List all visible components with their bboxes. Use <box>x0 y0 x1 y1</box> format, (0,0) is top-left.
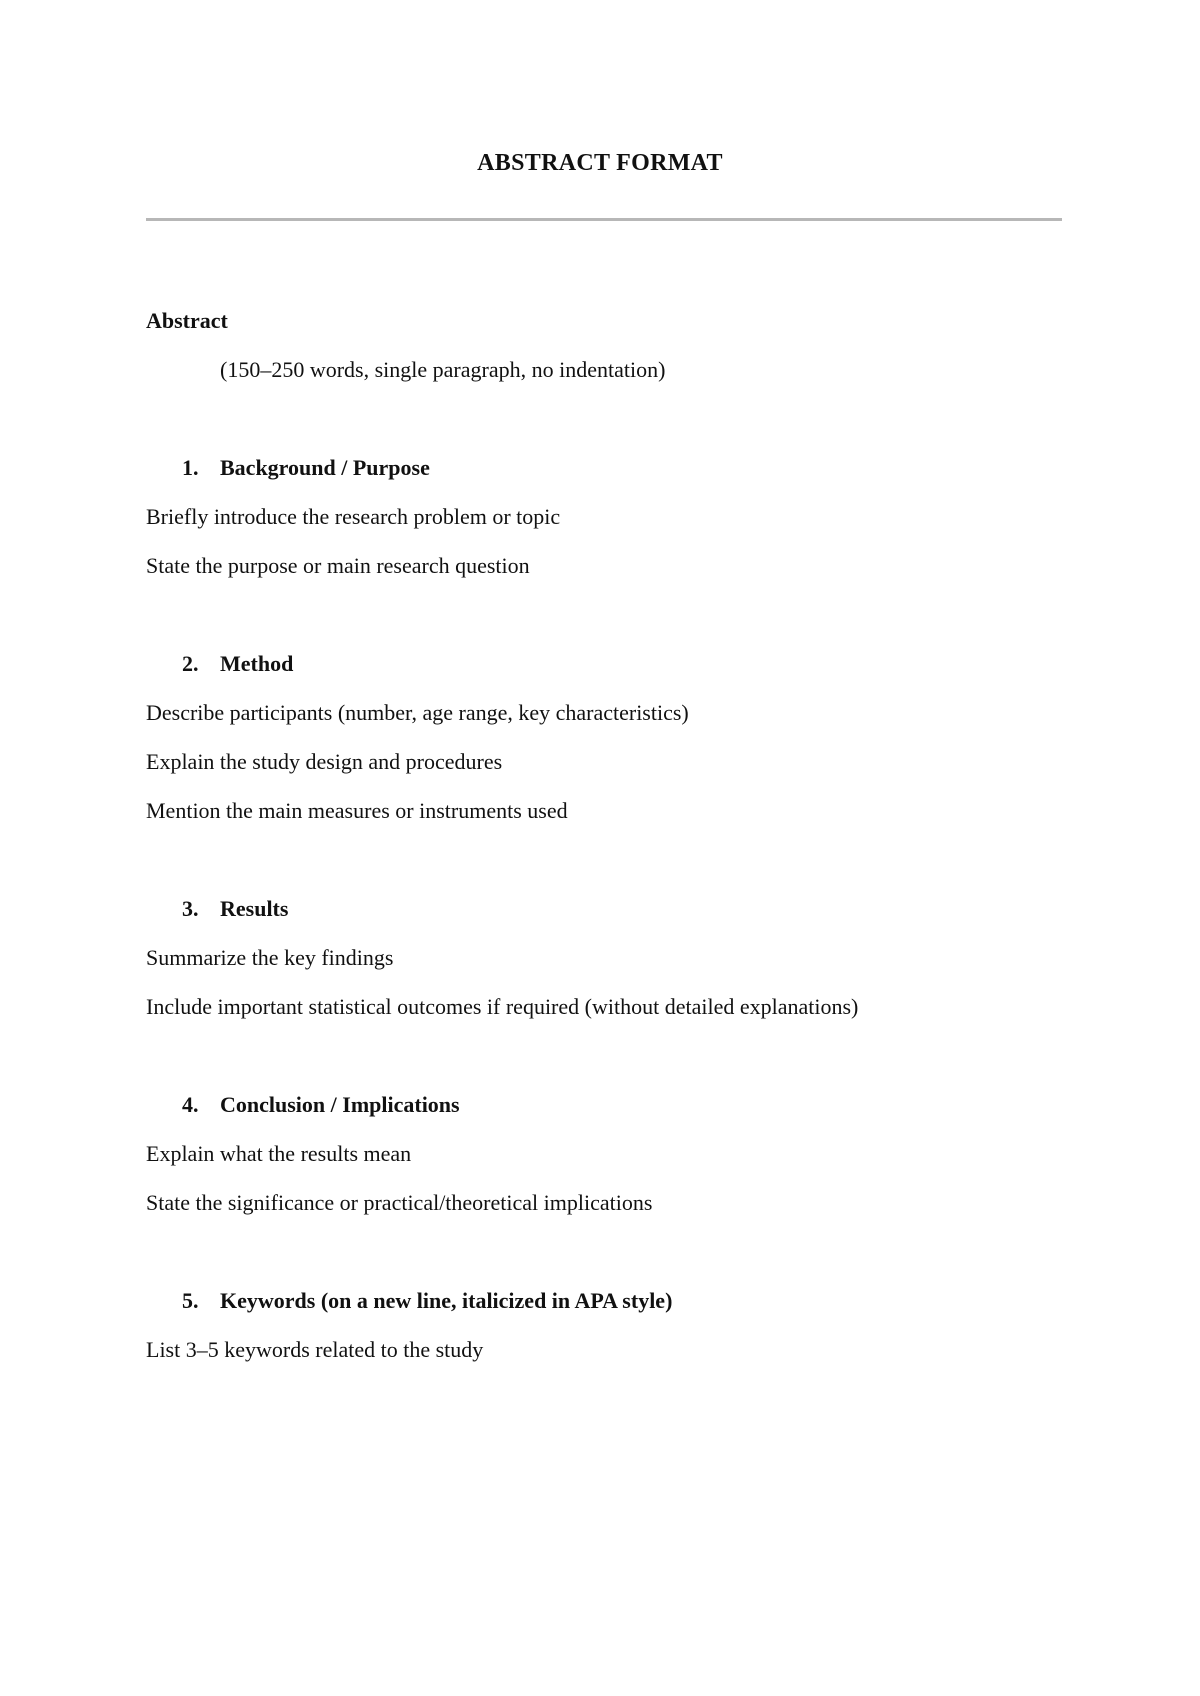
section-title: Conclusion / Implications <box>220 1092 460 1117</box>
section-heading <box>146 443 1062 492</box>
section-line: State the purpose or main research question <box>146 553 530 578</box>
section-heading <box>146 639 1062 688</box>
section-line: Explain what the results mean <box>146 1141 412 1166</box>
section-number: 5. <box>182 1288 199 1313</box>
section-keywords <box>146 1276 1062 1374</box>
section-results <box>146 884 1062 1031</box>
section-line: Briefly introduce the research problem or topic <box>146 504 561 529</box>
document-title: ABSTRACT FORMAT <box>477 150 723 176</box>
section-heading <box>146 884 1062 933</box>
section-method <box>146 639 1062 835</box>
abstract-heading: Abstract <box>146 308 228 333</box>
section-line: Summarize the key findings <box>146 945 394 970</box>
section-line: Mention the main measures or instruments used <box>146 798 568 823</box>
section-number: 1. <box>182 455 199 480</box>
abstract-note: (150–250 words, single paragraph, no indentation) <box>220 357 666 382</box>
section-number: 4. <box>182 1092 199 1117</box>
section-background-purpose <box>146 443 1062 590</box>
section-heading <box>146 1080 1062 1129</box>
section-heading <box>146 1276 1062 1325</box>
section-number: 3. <box>182 896 199 921</box>
section-title: Results <box>220 896 289 921</box>
section-conclusion-implications <box>146 1080 1062 1227</box>
section-line: State the significance or practical/theoretical implications <box>146 1190 653 1215</box>
section-line: List 3–5 keywords related to the study <box>146 1337 484 1362</box>
document-body <box>146 296 1062 1423</box>
section-title: Method <box>220 651 294 676</box>
section-line: Describe participants (number, age range, key characteristics) <box>146 700 689 725</box>
section-title: Background / Purpose <box>220 455 430 480</box>
title-divider <box>146 218 1062 221</box>
section-number: 2. <box>182 651 199 676</box>
section-line: Explain the study design and procedures <box>146 749 503 774</box>
section-line: Include important statistical outcomes if required (without detailed explanations) <box>146 994 859 1019</box>
section-title: Keywords (on a new line, italicized in APA style) <box>220 1288 673 1313</box>
